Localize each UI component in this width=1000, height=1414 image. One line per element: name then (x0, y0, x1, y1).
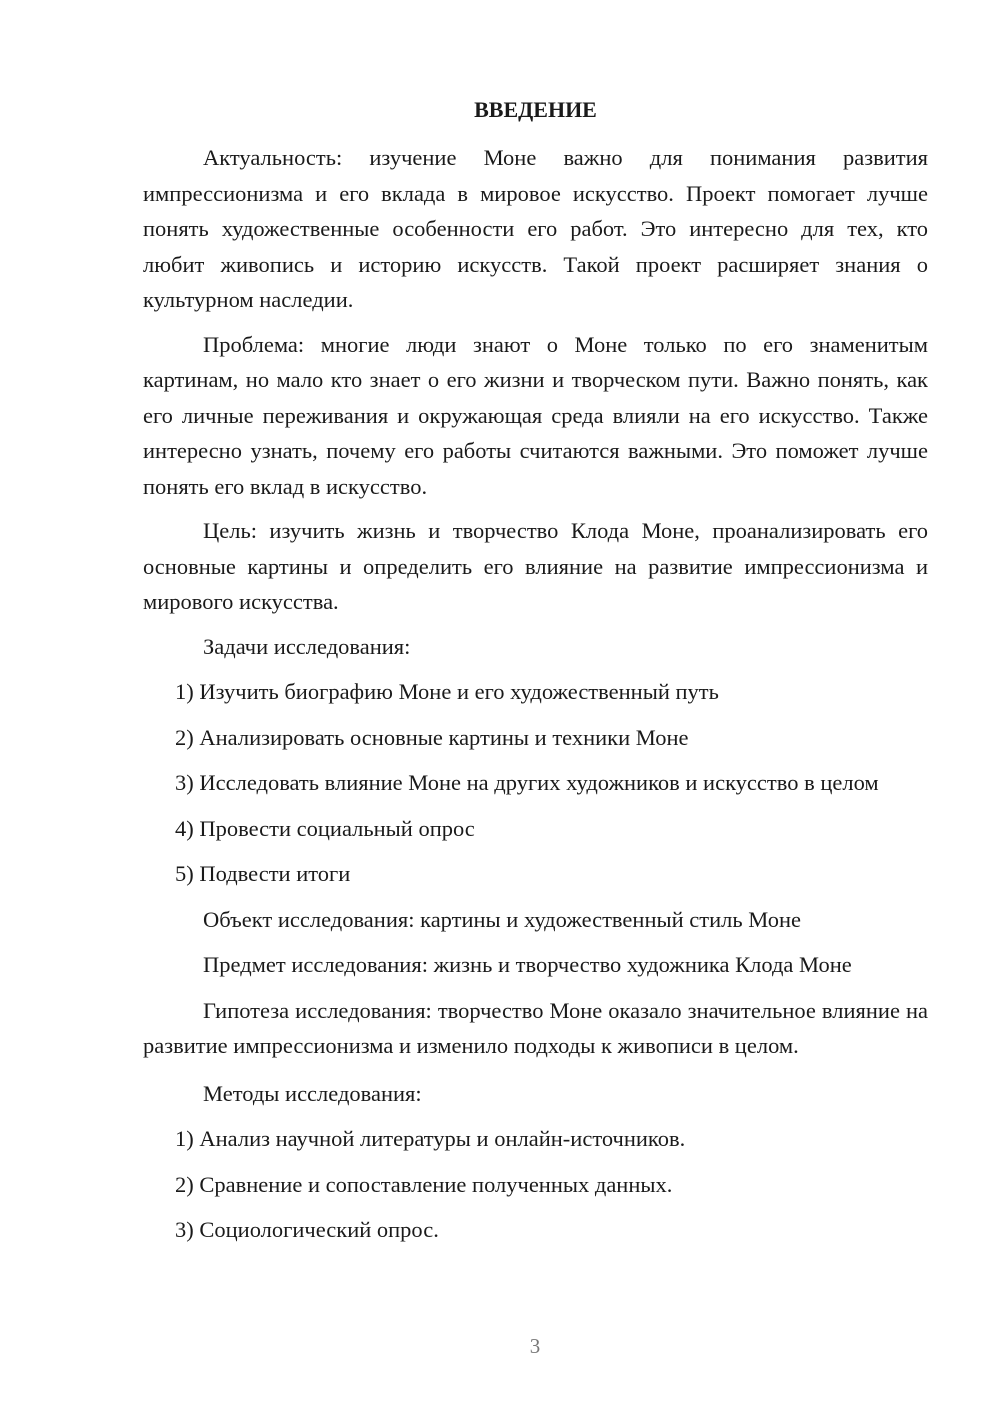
method-item: 3) Социологический опрос. (175, 1217, 439, 1242)
task-item: 4) Провести социальный опрос (175, 815, 475, 841)
task-item: 3) Исследовать влияние Моне на других художников и искусство в целом (175, 770, 879, 795)
relevance-paragraph: Актуальность: изучение Моне важно для понимания развития импрессионизма и его вклада в мировое искусство. Проект помогает лучше понять художественные особенности его работ. Это интересно для тех, кто любит живопись и историю искусств. Такой проект расширяет знания о культурном наследии. (143, 145, 928, 312)
task-item: 1) Изучить биографию Моне и его художественный путь (175, 679, 719, 704)
hypothesis-paragraph: Гипотеза исследования: творчество Моне оказало значительное влияние на развитие импрессионизма и изменило подходы к живописи в целом. (143, 997, 928, 1058)
problem-paragraph: Проблема: многие люди знают о Моне только по его знаменитым картинам, но мало кто знает о его жизни и творческом пути. Важно понять, как его личные переживания и окружающая среда влияли на его искусство. Также интересно узнать, почему его работы считаются важными. Это поможет лучше понять его вклад в искусство. (143, 331, 928, 499)
document-page (143, 95, 928, 1258)
task-item: 2) Анализировать основные картины и техники Моне (175, 724, 689, 750)
tasks-heading: Задачи исследования: (203, 633, 411, 659)
research-object: Объект исследования: картины и художественный стиль Моне (203, 906, 801, 932)
task-item: 5) Подвести итоги (175, 861, 351, 886)
research-subject: Предмет исследования: жизнь и творчество художника Клода Моне (203, 952, 852, 977)
page-number: 3 (529, 1334, 541, 1358)
section-title: ВВЕДЕНИЕ (474, 97, 597, 122)
method-item: 1) Анализ научной литературы и онлайн-источников. (175, 1126, 686, 1151)
method-item: 2) Сравнение и сопоставление полученных данных. (175, 1171, 673, 1197)
goal-paragraph: Цель: изучить жизнь и творчество Клода Моне, проанализировать его основные картины и определить его влияние на развитие импрессионизма и мирового искусства. (143, 518, 928, 614)
methods-heading: Методы исследования: (203, 1080, 422, 1106)
